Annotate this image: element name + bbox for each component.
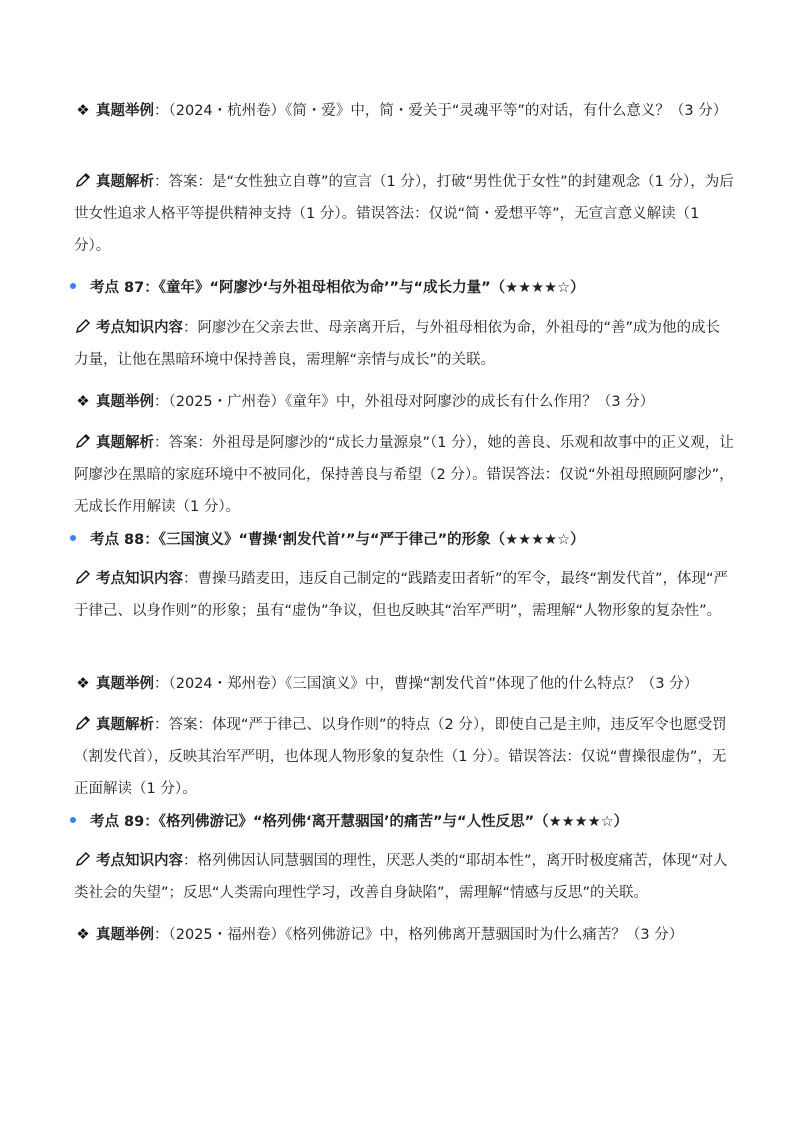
- analysis-text: ：答案：是“女性独立自尊”的宣言（1 分），打破“男性优于女性”的封建观念（1 分），为后世女性追求人格平等提供精神支持（1 分）。错误答法：仅说“简・爱想平等”，无宣言意义解读（1 分）。: [74, 174, 734, 254]
- exam-example: [74, 667, 734, 700]
- topic-knowledge: [74, 562, 734, 627]
- pencil-icon: [74, 311, 92, 343]
- analysis-text: ：答案：体现“严于律己、以身作则”的特点（2 分），即使自己是主帅，违反军令也愿受罚（割发代首），反映其治军严明，也体现人物形象的复杂性（1 分）。错误答法：仅说“曹操很虚伪”，无正面解读（1 分）。: [74, 717, 727, 797]
- diamond-icon: ❖: [76, 925, 90, 943]
- example-text: ：（2024・郑州卷）《三国演义》中，曹操“割发代首”体现了他的什么特点？（3 分）: [154, 676, 699, 692]
- example-label: 真题举例: [96, 394, 154, 410]
- bullet-dot-icon: [70, 535, 76, 541]
- example-label: 真题举例: [96, 927, 154, 943]
- knowledge-label: 考点知识内容: [96, 571, 183, 587]
- exam-analysis: [74, 165, 734, 262]
- topic-heading: [70, 811, 750, 833]
- topic-knowledge: [74, 844, 734, 909]
- exam-example: [74, 918, 734, 951]
- topic-heading-text: 考点 88：《三国演义》“曹操‘割发代首’”与“严于律己”的形象（★★★★☆）: [90, 532, 585, 548]
- diamond-icon: ❖: [76, 101, 90, 119]
- bullet-dot-icon: [70, 283, 76, 289]
- topic-heading-text: 考点 87：《童年》“阿廖沙‘与外祖母相依为命’”与“成长力量”（★★★★☆）: [90, 280, 585, 296]
- diamond-icon: ❖: [76, 674, 90, 692]
- pencil-icon: [74, 708, 92, 740]
- analysis-text: ：答案：外祖母是阿廖沙的“成长力量源泉”（1 分），她的善良、乐观和故事中的正义观，让阿廖沙在黑暗的家庭环境中不被同化，保持善良与希望（2 分）。错误答法：仅说“外祖母照顾阿廖沙”，无成长作用解读（1 分）。: [74, 435, 734, 515]
- topic-knowledge: [74, 311, 734, 376]
- topic-heading: [70, 529, 750, 551]
- pencil-icon: [74, 426, 92, 458]
- knowledge-label: 考点知识内容: [96, 853, 183, 869]
- example-text: ：（2025・广州卷）《童年》中，外祖母对阿廖沙的成长有什么作用？（3 分）: [154, 394, 655, 410]
- pencil-icon: [74, 165, 92, 197]
- knowledge-text: ：曹操马踏麦田，违反自己制定的“践踏麦田者斩”的军令，最终“割发代首”，体现“严于律己、以身作则”的形象；虽有“虚伪”争议，但也反映其“治军严明”，需理解“人物形象的复杂性”。: [74, 571, 729, 619]
- knowledge-text: ：阿廖沙在父亲去世、母亲离开后，与外祖母相依为命，外祖母的“善”成为他的成长力量，让他在黑暗环境中保持善良，需理解“亲情与成长”的关联。: [74, 320, 721, 368]
- analysis-label: 真题解析: [96, 717, 154, 733]
- example-text: ：（2024・杭州卷）《简・爱》中，简・爱关于“灵魂平等”的对话，有什么意义？（3 分）: [154, 103, 728, 119]
- knowledge-label: 考点知识内容: [96, 320, 183, 336]
- topic-heading: [70, 277, 750, 299]
- example-label: 真题举例: [96, 676, 154, 692]
- pencil-icon: [74, 562, 92, 594]
- topic-heading-text: 考点 89：《格列佛游记》“格列佛‘离开慧骃国’的痛苦”与“人性反思”（★★★★☆）: [90, 814, 629, 830]
- analysis-label: 真题解析: [96, 435, 154, 451]
- exam-analysis: [74, 426, 734, 523]
- exam-example: [74, 94, 734, 127]
- knowledge-text: ：格列佛因认同慧骃国的理性，厌恶人类的“耶胡本性”，离开时极度痛苦，体现“对人类社会的失望”；反思“人类需向理性学习，改善自身缺陷”，需理解“情感与反思”的关联。: [74, 853, 728, 901]
- example-text: ：（2025・福州卷）《格列佛游记》中，格列佛离开慧骃国时为什么痛苦？（3 分）: [154, 927, 684, 943]
- example-label: 真题举例: [96, 103, 154, 119]
- exam-example: [74, 385, 734, 418]
- exam-analysis: [74, 708, 734, 805]
- bullet-dot-icon: [70, 817, 76, 823]
- diamond-icon: ❖: [76, 392, 90, 410]
- pencil-icon: [74, 844, 92, 876]
- analysis-label: 真题解析: [96, 174, 154, 190]
